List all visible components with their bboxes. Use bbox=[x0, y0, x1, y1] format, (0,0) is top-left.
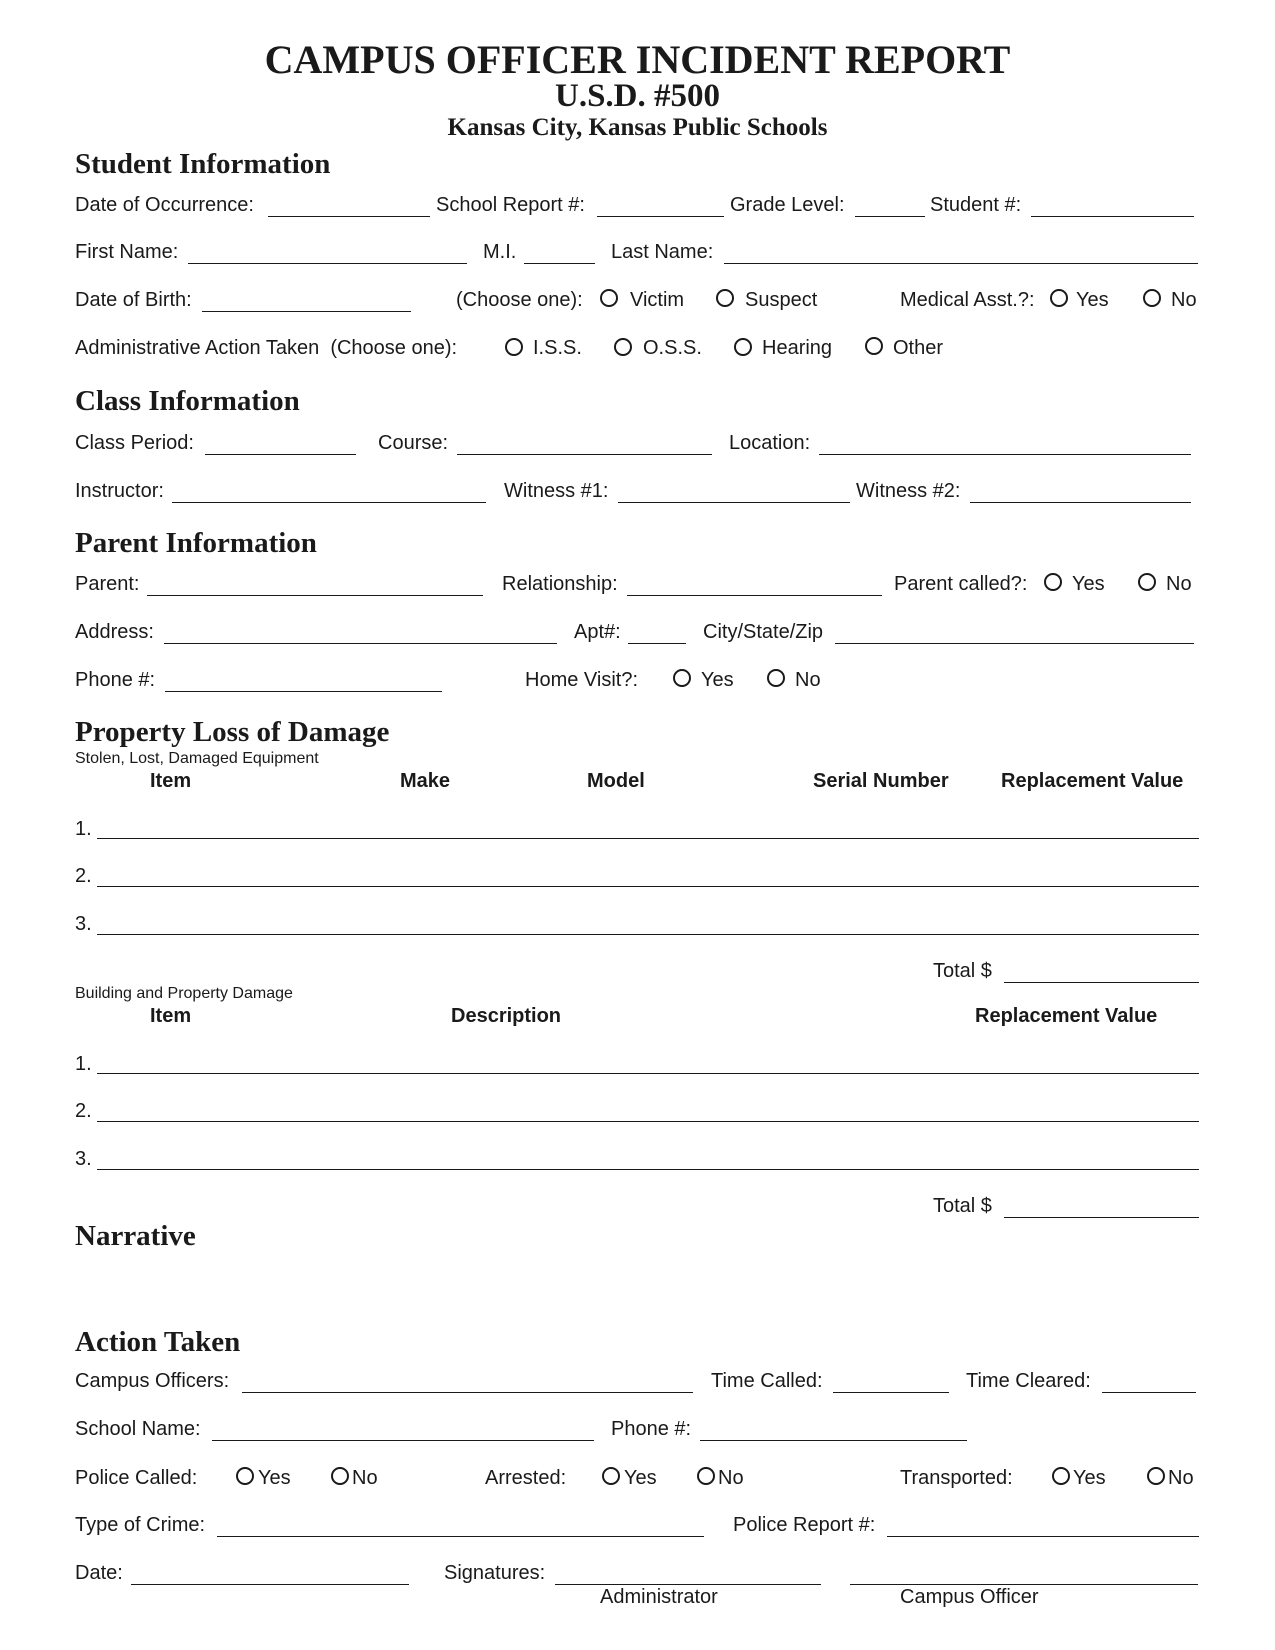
radio-home-visit-no[interactable] bbox=[767, 669, 785, 687]
label-building-total: Total $ bbox=[933, 1195, 992, 1217]
field-mi[interactable] bbox=[524, 263, 595, 264]
row-number: 1. bbox=[75, 1053, 92, 1075]
field-instructor[interactable] bbox=[172, 502, 486, 503]
radio-hearing[interactable] bbox=[734, 338, 752, 356]
label-date-occurrence: Date of Occurrence: bbox=[75, 194, 254, 216]
section-heading-property: Property Loss of Damage bbox=[75, 716, 390, 748]
field-police-report[interactable] bbox=[887, 1536, 1199, 1537]
field-school-name[interactable] bbox=[212, 1440, 594, 1441]
field-location[interactable] bbox=[819, 454, 1191, 455]
label-address: Address: bbox=[75, 621, 154, 643]
label-oss: O.S.S. bbox=[643, 337, 702, 359]
field-date-of-birth[interactable] bbox=[202, 311, 411, 312]
label-police-report: Police Report #: bbox=[733, 1514, 876, 1536]
field-phone[interactable] bbox=[165, 691, 442, 692]
narrative-area[interactable] bbox=[75, 1260, 1195, 1320]
section-heading-student: Student Information bbox=[75, 148, 331, 180]
field-school-phone[interactable] bbox=[700, 1440, 967, 1441]
label-administrator: Administrator bbox=[600, 1586, 718, 1608]
field-last-name[interactable] bbox=[724, 263, 1198, 264]
radio-police-called-no[interactable] bbox=[331, 1467, 349, 1485]
radio-parent-called-no[interactable] bbox=[1138, 573, 1156, 591]
label-witness-2: Witness #2: bbox=[856, 480, 961, 502]
field-type-of-crime[interactable] bbox=[217, 1536, 704, 1537]
field-time-called[interactable] bbox=[833, 1392, 949, 1393]
radio-home-visit-yes[interactable] bbox=[673, 669, 691, 687]
label-school-phone: Phone #: bbox=[611, 1418, 692, 1440]
label-city-state-zip: City/State/Zip bbox=[703, 621, 824, 643]
radio-transported-yes[interactable] bbox=[1052, 1467, 1070, 1485]
label-phone: Phone #: bbox=[75, 669, 156, 691]
section-heading-action: Action Taken bbox=[75, 1326, 241, 1358]
row-number: 3. bbox=[75, 913, 92, 935]
equipment-row-line[interactable] bbox=[97, 934, 1199, 935]
field-building-total[interactable] bbox=[1004, 1217, 1199, 1218]
field-parent[interactable] bbox=[147, 595, 483, 596]
label-signatures: Signatures: bbox=[444, 1562, 546, 1584]
label-transported-yes: Yes bbox=[1073, 1467, 1106, 1489]
label-victim: Victim bbox=[630, 289, 685, 311]
label-first-name: First Name: bbox=[75, 241, 179, 263]
district-name: U.S.D. #500 bbox=[554, 78, 721, 114]
label-medical-yes: Yes bbox=[1076, 289, 1109, 311]
column-header-item: Item bbox=[150, 770, 192, 792]
label-other: Other bbox=[893, 337, 944, 359]
field-date-occurrence[interactable] bbox=[268, 216, 430, 217]
radio-arrested-yes[interactable] bbox=[602, 1467, 620, 1485]
label-home-visit: Home Visit?: bbox=[525, 669, 639, 691]
label-parent-called-yes: Yes bbox=[1072, 573, 1105, 595]
label-time-called: Time Called: bbox=[711, 1370, 823, 1392]
label-home-visit-yes: Yes bbox=[701, 669, 734, 691]
label-medical-no: No bbox=[1171, 289, 1197, 311]
subheading-stolen-equipment: Stolen, Lost, Damaged Equipment bbox=[75, 750, 319, 767]
column-header-model: Model bbox=[587, 770, 645, 792]
field-witness-1[interactable] bbox=[618, 502, 850, 503]
label-police-called-no: No bbox=[352, 1467, 378, 1489]
field-relationship[interactable] bbox=[627, 595, 882, 596]
label-parent-called-no: No bbox=[1166, 573, 1192, 595]
row-number: 3. bbox=[75, 1148, 92, 1170]
label-transported: Transported: bbox=[900, 1467, 1013, 1489]
field-witness-2[interactable] bbox=[970, 502, 1191, 503]
radio-medical-yes[interactable] bbox=[1050, 289, 1068, 307]
section-heading-class: Class Information bbox=[75, 385, 300, 417]
radio-other[interactable] bbox=[865, 337, 883, 355]
radio-medical-no[interactable] bbox=[1143, 289, 1161, 307]
label-last-name: Last Name: bbox=[611, 241, 714, 263]
field-city-state-zip[interactable] bbox=[835, 643, 1194, 644]
label-parent-called: Parent called?: bbox=[894, 573, 1028, 595]
field-time-cleared[interactable] bbox=[1102, 1392, 1196, 1393]
label-parent: Parent: bbox=[75, 573, 140, 595]
section-heading-parent: Parent Information bbox=[75, 527, 317, 559]
label-police-called: Police Called: bbox=[75, 1467, 198, 1489]
label-transported-no: No bbox=[1168, 1467, 1194, 1489]
label-campus-officers: Campus Officers: bbox=[75, 1370, 230, 1392]
column-header-description: Description bbox=[451, 1005, 562, 1027]
radio-transported-no[interactable] bbox=[1147, 1467, 1165, 1485]
field-equipment-total[interactable] bbox=[1004, 982, 1199, 983]
label-relationship: Relationship: bbox=[502, 573, 618, 595]
field-first-name[interactable] bbox=[188, 263, 467, 264]
label-hearing: Hearing bbox=[762, 337, 833, 359]
field-campus-officer-signature[interactable] bbox=[850, 1584, 1198, 1585]
label-iss: I.S.S. bbox=[533, 337, 582, 359]
field-school-report[interactable] bbox=[597, 216, 724, 217]
label-school-name: School Name: bbox=[75, 1418, 201, 1440]
label-choose-one: (Choose one): bbox=[456, 289, 583, 311]
field-student-number[interactable] bbox=[1031, 216, 1194, 217]
school-system-name: Kansas City, Kansas Public Schools bbox=[447, 114, 828, 141]
column-header-replacement-value: Replacement Value bbox=[1001, 770, 1184, 792]
label-equipment-total: Total $ bbox=[933, 960, 992, 982]
field-campus-officers[interactable] bbox=[242, 1392, 693, 1393]
label-arrested-yes: Yes bbox=[624, 1467, 657, 1489]
building-row-line[interactable] bbox=[97, 1073, 1199, 1074]
label-apt: Apt#: bbox=[574, 621, 621, 643]
radio-suspect[interactable] bbox=[716, 289, 734, 307]
section-heading-narrative: Narrative bbox=[75, 1220, 196, 1252]
row-number: 2. bbox=[75, 1100, 92, 1122]
label-witness-1: Witness #1: bbox=[504, 480, 609, 502]
label-school-report: School Report #: bbox=[436, 194, 585, 216]
label-grade-level: Grade Level: bbox=[730, 194, 845, 216]
building-row-line[interactable] bbox=[97, 1169, 1199, 1170]
field-administrator-signature[interactable] bbox=[555, 1584, 821, 1585]
label-type-of-crime: Type of Crime: bbox=[75, 1514, 206, 1536]
form-title: CAMPUS OFFICER INCIDENT REPORT bbox=[264, 37, 1011, 82]
radio-arrested-no[interactable] bbox=[697, 1467, 715, 1485]
equipment-row-line[interactable] bbox=[97, 886, 1199, 887]
subheading-building-damage: Building and Property Damage bbox=[75, 985, 293, 1002]
label-medical-assist: Medical Asst.?: bbox=[900, 289, 1035, 311]
label-mi: M.I. bbox=[483, 241, 517, 263]
label-date: Date: bbox=[75, 1562, 123, 1584]
column-header-serial-number: Serial Number bbox=[813, 770, 949, 792]
label-police-called-yes: Yes bbox=[258, 1467, 291, 1489]
label-location: Location: bbox=[729, 432, 811, 454]
radio-iss[interactable] bbox=[505, 338, 523, 356]
building-row-line[interactable] bbox=[97, 1121, 1199, 1122]
label-arrested: Arrested: bbox=[485, 1467, 567, 1489]
equipment-row-line[interactable] bbox=[97, 838, 1199, 839]
radio-parent-called-yes[interactable] bbox=[1044, 573, 1062, 591]
field-grade-level[interactable] bbox=[855, 216, 925, 217]
column-header-make: Make bbox=[400, 770, 451, 792]
label-time-cleared: Time Cleared: bbox=[966, 1370, 1091, 1392]
field-date[interactable] bbox=[131, 1584, 409, 1585]
row-number: 2. bbox=[75, 865, 92, 887]
label-suspect: Suspect bbox=[745, 289, 818, 311]
row-number: 1. bbox=[75, 818, 92, 840]
radio-victim[interactable] bbox=[600, 289, 618, 307]
label-course: Course: bbox=[378, 432, 449, 454]
label-class-period: Class Period: bbox=[75, 432, 194, 454]
label-date-of-birth: Date of Birth: bbox=[75, 289, 192, 311]
label-arrested-no: No bbox=[718, 1467, 744, 1489]
field-address[interactable] bbox=[164, 643, 557, 644]
column-header-item: Item bbox=[150, 1005, 192, 1027]
field-class-period[interactable] bbox=[205, 454, 356, 455]
label-admin-action: Administrative Action Taken (Choose one): bbox=[75, 337, 458, 359]
radio-police-called-yes[interactable] bbox=[236, 1467, 254, 1485]
column-header-replacement-value: Replacement Value bbox=[975, 1005, 1158, 1027]
field-apt[interactable] bbox=[628, 643, 686, 644]
label-student-number: Student #: bbox=[930, 194, 1022, 216]
label-instructor: Instructor: bbox=[75, 480, 164, 502]
label-home-visit-no: No bbox=[795, 669, 821, 691]
radio-oss[interactable] bbox=[614, 338, 632, 356]
field-course[interactable] bbox=[457, 454, 712, 455]
label-campus-officer: Campus Officer bbox=[900, 1586, 1039, 1608]
